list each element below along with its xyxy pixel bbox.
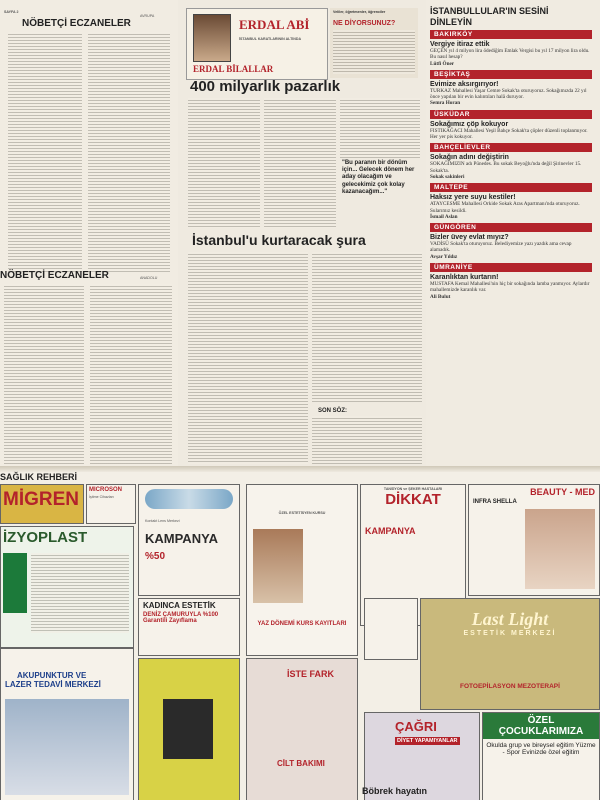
ad-kurs-title: YAZ DÖNEMİ KURS KAYITLARI (257, 621, 347, 627)
readers-header: İSTANBULLULAR'IN SESİNİ DİNLEYİN (430, 6, 549, 27)
quote-question: NE DİYORSUNUZ? (333, 20, 396, 27)
ad-cocuk[interactable] (482, 712, 600, 800)
ad-dikkat-head: TANSİYON ve ŞEKER HASTALARI (383, 487, 443, 491)
reader-item-title: Sokağın adını değiştirin (430, 154, 509, 162)
reader-item (430, 70, 592, 107)
ad-kucuk[interactable] (364, 598, 418, 660)
reader-item-body: TURKAZ Mahallesi Yaşar Cemre Sokak'ta oturuyoruz. Sokağımızda 22 yıl önce yapılan bir evin kalıntıları halâ duruyor. (430, 87, 587, 101)
ad-cocuk-title: ÖZEL ÇOCUKLARIMIZA (483, 713, 599, 739)
story2-col2 (312, 252, 422, 402)
story2-col2-end (312, 416, 422, 464)
ad-beauty-title: BEAUTY - MED (530, 487, 595, 497)
reader-item-body: ATAYCESME Mahallesi Orkide Sokak Aras Apartmanı'nda oturuyoruz. Sularımız kesildi. (430, 201, 580, 214)
author-name-bottom: ERDAL BİLALLAR (193, 64, 274, 74)
ad-migren[interactable] (0, 484, 84, 524)
ad-izyoplast-title: İZYOPLAST (3, 529, 88, 546)
story2-col1 (188, 252, 308, 464)
ad-lastlight-title: Last Light (471, 609, 549, 629)
ad-dikkat-sub: KAMPANYA (365, 526, 416, 537)
reader-item-body: FISTIKAĞACI Mahallesi Yeşil Bahçe Sokak'ta çöpler düzenli toplanmıyor. Her yer pis kokuyor. (430, 127, 588, 141)
reader-item-title: Haksız yere suyu kestiler! (430, 194, 516, 202)
ad-lens[interactable] (138, 484, 240, 596)
ad-microson-sub: İşitme Cihazları (89, 495, 114, 499)
reader-item (430, 110, 592, 141)
ad-lastlight-line: FOTOEPİLASYON MEZOTERAPİ (460, 683, 560, 690)
guide-title: SAĞLIK REHBERİ (0, 472, 78, 482)
eye-icon (145, 489, 233, 509)
ad-yeni[interactable] (138, 658, 240, 800)
district-label: BAHÇELİEVLER (430, 143, 592, 152)
district-label: MALTEPE (430, 183, 592, 192)
pharmacy-list-asia-2 (90, 284, 172, 464)
pharmacy-column (0, 0, 178, 480)
ad-cagri-sub: DİYET YAPAMIYANLAR (397, 738, 458, 744)
ad-cilt-title: CİLT BAKIMI (277, 759, 325, 768)
ad-izyoplast-text (31, 553, 129, 633)
ad-izyoplast-logo (3, 553, 27, 613)
story2-sonsoz: SON SÖZ: (318, 408, 348, 414)
reader-item-body: VADİSÜ Sokak'ta oturuyoruz. Belediyemize yazı yazdık ama cevap alamadık. (430, 241, 572, 254)
story1-pullquote: "Bu paranın bir dönüm için... Gelecek dönem her aday olacağım ve gelecekimiz çok kolay kazanacağım..." (342, 160, 415, 195)
pharmacy-list-asia-1 (4, 284, 84, 464)
ad-cilt[interactable] (246, 658, 358, 800)
story1-col2 (264, 98, 336, 228)
ad-migren-title: MİGREN (3, 489, 79, 510)
ad-cagri-title: ÇAĞRI (395, 719, 437, 734)
health-guide (0, 472, 600, 800)
pharmacy-list-europe-2 (88, 32, 170, 272)
ad-dikkat-title: DİKKAT (385, 491, 441, 509)
ad-kurs[interactable] (246, 484, 358, 656)
district-label: ÜSKÜDAR (430, 110, 592, 119)
reader-item-title: Vergiye itiraz ettik (430, 41, 490, 48)
ad-kurs-building (253, 529, 303, 603)
ad-lens-title: KAMPANYA (145, 531, 218, 546)
reader-item-title: Sokağımız çöp kokuyor (430, 120, 509, 128)
ad-beauty[interactable] (468, 484, 600, 596)
region-label-asia: ANADOLU (140, 276, 158, 280)
district-label: ÜMRANİYE (430, 263, 592, 272)
ad-lazer-sub: AKUPUNKTUR VE (17, 671, 87, 680)
page-number: SAYFA 2 (4, 10, 19, 14)
ad-yeni-image (163, 699, 213, 759)
author-name-top: ERDAL ABİ (239, 17, 310, 32)
pharmacy-title-asia: NÖBETÇİ ECZANELER (0, 270, 109, 281)
readers-column (426, 0, 600, 470)
ad-lens-pct: %50 (145, 551, 166, 562)
pharmacy-list-europe-1 (8, 32, 82, 272)
reader-item (430, 30, 592, 67)
reader-item-body: MUSTAFA Kemal Mahallesi'nin hiç bir sokağında lamba yanmıyor. Aylardır mahallemizde karanlık var. (430, 281, 590, 294)
ad-kadinca-title: KADINCA ESTETİK (143, 601, 216, 610)
ad-beauty-sub: INFRA SHELLA (473, 499, 517, 505)
district-label: GÜNGÖREN (430, 223, 592, 232)
readers-list (430, 30, 592, 303)
ad-lazer-photo (5, 699, 129, 795)
reader-item-author: Ali Bulut (430, 293, 451, 300)
column-header (186, 8, 328, 80)
ad-cilt-sub: İSTE FARK (287, 669, 335, 679)
ad-kurs-sub: ÖZEL ESTETİSYEN KURSU (278, 511, 326, 515)
quote-box (330, 8, 418, 78)
reader-item-author: Semra Horan (430, 100, 461, 107)
story2-headline: İstanbul'u kurtaracak şura (192, 232, 366, 248)
quote-text (333, 30, 415, 74)
reader-item-title: Bizler üvey evlat mıyız? (430, 234, 509, 242)
reader-item (430, 183, 592, 220)
district-label: BAKIRKÖY (430, 30, 592, 39)
reader-item-title: Karanlıktan kurtarın! (430, 274, 499, 282)
reader-item (430, 223, 592, 260)
reader-item-body: SOKAĞIMIZIN adı Pünedes. Bu sokak Beyoğlu'nda değil Şirinevler 15. Sokak'ta. (430, 161, 582, 174)
story1-col1 (188, 98, 260, 228)
story1-headline: 400 milyarlık pazarlık (190, 78, 341, 95)
reader-item-author: Sokak sakinleri (430, 173, 465, 180)
ad-kadinca[interactable] (138, 598, 240, 656)
reader-item-body: GEÇEN yıl 4 milyon lira ödediğim Emlak Vergisi bu yıl 17 milyon lira oldu. Bu nasıl hesap? (430, 48, 590, 61)
author-photo (193, 14, 231, 62)
reader-item-author: Lütfi Öner (430, 60, 455, 67)
ad-izyoplast[interactable] (0, 526, 134, 648)
reader-item-author: Avşar Yıldız (430, 253, 458, 260)
region-label-europe: AVRUPA (140, 14, 155, 18)
ad-microson-title: MICROSON (89, 487, 122, 493)
reader-item (430, 143, 592, 180)
district-label: BEŞİKTAŞ (430, 70, 592, 79)
ad-microson[interactable] (86, 484, 136, 524)
ad-lazer-title: LAZER TEDAVİ MERKEZİ (5, 680, 101, 689)
ad-cocuk-sub: Okulda grup ve bireysel eğitim Yüzme - Spor Evinizde özel eğitim (486, 742, 596, 756)
column-tagline: İSTANBUL KARATLARININ ALTINDA (239, 37, 302, 41)
story1-col3 (340, 98, 420, 158)
ad-lazer[interactable] (0, 648, 134, 800)
ad-lens-sub: Kontakt Lens Merkezi (145, 519, 180, 523)
pharmacy-title-europe: NÖBETÇİ ECZANELER (22, 18, 131, 29)
ad-kadinca-sub: DENİZ ÇAMURUYLA %100 Garantili Zayıflama (143, 612, 219, 624)
reader-item-title: Evimize aksırgırıyor! (430, 80, 499, 88)
ad-lastlight-sub: ESTETİK MERKEZİ (463, 630, 557, 637)
reader-item-author: İsmail Aslan (430, 213, 458, 220)
ad-bottom-title: Böbrek hayatın (362, 786, 428, 796)
reader-item (430, 263, 592, 300)
ad-lastlight[interactable] (420, 598, 600, 710)
quote-head: Veliler, öğretmenler, öğrenciler (333, 10, 386, 14)
ad-beauty-photo (525, 509, 595, 589)
